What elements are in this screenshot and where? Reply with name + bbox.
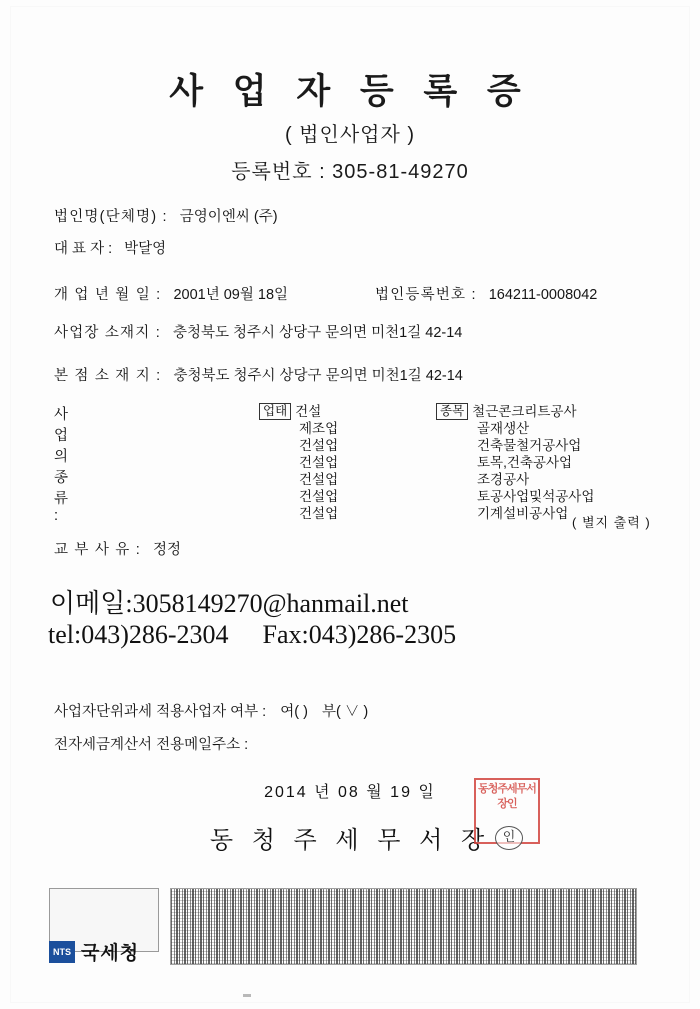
corp-name-value: 금영이엔씨 (주) — [179, 209, 278, 225]
corp-name-field — [54, 205, 278, 226]
uptae-row-1: 제조업 — [299, 421, 339, 436]
tel-fax-line — [48, 620, 456, 650]
issue-reason-field — [54, 538, 181, 559]
jongmok-tag: 종목 — [436, 403, 468, 420]
uptae-row-4: 건설업 — [299, 472, 339, 487]
business-place-value: 충청북도 청주시 상당구 문의면 미천1길 42-14 — [172, 325, 463, 341]
issue-reason-value: 정정 — [153, 542, 182, 558]
uptae-row-5: 건설업 — [299, 489, 339, 504]
nts-logo — [49, 938, 139, 965]
uptae-row-0 — [259, 403, 439, 420]
jongmok-row-6: 기계설비공사업 — [477, 506, 569, 521]
unit-tax-yes: 여( ) — [280, 704, 308, 720]
official-seal-icon: 동청주세무서장인 — [474, 778, 540, 844]
uptae-row-6: 건설업 — [299, 506, 339, 521]
jongmok-value-0: 철근콘크리트공사 — [472, 404, 577, 419]
jongmok-row-2: 건축물철거공사업 — [477, 438, 582, 453]
open-date-value: 2001년 09월 18일 — [173, 287, 289, 303]
uptae-value-0: 건설 — [295, 404, 322, 419]
jongmok-column — [436, 403, 676, 522]
document-subtitle: ( 법인사업자 ) — [284, 124, 416, 146]
business-place-label: 사업장 소재지 : — [54, 325, 161, 341]
unit-tax-line — [54, 700, 368, 721]
email-line: 이메일:3058149270@hanmail.net — [50, 589, 409, 618]
jongmok-row-4: 조경공사 — [477, 472, 530, 487]
head-office-value: 충청북도 청주시 상당구 문의면 미천1길 42-14 — [173, 368, 463, 384]
unit-tax-label: 사업자단위과세 적용사업자 여부 : — [54, 704, 267, 720]
jongmok-row-3: 토목,건축공사업 — [477, 455, 573, 470]
fax-value: Fax:043)286-2305 — [262, 620, 457, 649]
representative-field — [54, 237, 166, 258]
business-place-field — [54, 321, 462, 342]
etax-email-line — [54, 733, 260, 754]
corp-regno-field — [375, 283, 597, 304]
uptae-tag: 업태 — [259, 403, 291, 420]
scan-artifact — [243, 994, 251, 997]
business-type-label: 사 업 의 종 류 : — [54, 407, 71, 524]
seal-in-icon: 인 — [495, 826, 523, 850]
uptae-row-3: 건설업 — [299, 455, 339, 470]
nts-name-label: 국세청 — [81, 943, 140, 964]
representative-value: 박달영 — [124, 241, 167, 257]
uptae-column — [259, 403, 439, 522]
registration-number: 등록번호 : 305-81-49270 — [231, 161, 469, 183]
tel-value: tel:043)286-2304 — [48, 620, 229, 649]
head-office-label: 본 점 소 재 지 : — [54, 368, 162, 384]
open-date-label: 개 업 년 월 일 : — [54, 287, 162, 303]
head-office-field — [54, 364, 463, 385]
issuer-name: 동 청 주 세 무 서 장 — [209, 827, 491, 854]
jongmok-row-0 — [436, 403, 676, 420]
jongmok-row-5: 토공사업및석공사업 — [477, 489, 595, 504]
barcode-icon — [170, 888, 637, 965]
issue-reason-label: 교 부 사 유 : — [54, 542, 141, 558]
attachment-note: ( 별지 출력 ) — [572, 515, 651, 530]
corp-regno-label: 법인등록번호 : — [375, 287, 477, 303]
corp-name-label: 법인명(단체명) : — [54, 209, 168, 225]
open-date-field — [54, 283, 288, 304]
uptae-row-2: 건설업 — [299, 438, 339, 453]
representative-label: 대 표 자 : — [54, 241, 113, 257]
nts-mark-icon: NTS — [49, 941, 75, 963]
issue-date: 2014 년 08 월 19 일 — [264, 784, 436, 801]
corp-regno-value: 164211-0008042 — [488, 287, 598, 303]
document-title: 사 업 자 등 록 증 — [169, 72, 531, 111]
unit-tax-no: 부( ∨ ) — [321, 704, 369, 720]
etax-email-label: 전자세금계산서 전용메일주소 : — [54, 737, 249, 753]
jongmok-row-1: 골재생산 — [477, 421, 530, 436]
